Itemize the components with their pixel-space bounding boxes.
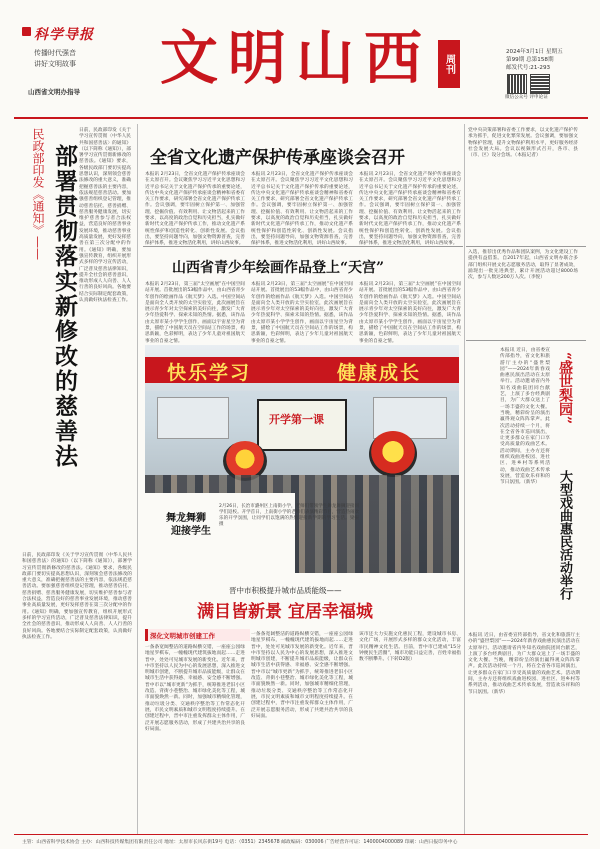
photo-screen-title: 开学第一课	[269, 413, 324, 426]
photo-classroom-screen	[257, 399, 347, 451]
footer-text: 主管：山西省科学技术协会 主办：山西科技传媒集团有限责任公司 地址：太原市长风东街19号 电话：（0351）2345678 邮政编码：030006 广告经营许可证：1400004000089 印刷：山西日报印务中心	[22, 840, 458, 845]
right-headline-box	[555, 470, 575, 630]
sidebar-headline: 部署贯彻落实新修改的慈善法	[51, 144, 78, 469]
seal-logo	[22, 27, 31, 36]
article-3-col-3: 该市还大力实施文化惠民工程，建设城市书房、文化广场，开展形式多样的群众文化活动，丰富市民精神文化生活。目前，晋中市已建成“15分钟便民生活圈”，城市功能日益完善，百姓幸福指数不断攀升。（下转D2版）	[359, 632, 461, 663]
right-column-mid-text: 入选，推荐出优秀作品和团队案例，为文化建设工作提供有益借鉴。自2017年起，山西省文明办联合多部门组织开展文化志愿服务活动，取得了显著成效，涌现出一批先进典型，累计开展活动超过8000场次，参与人数达200万人次。（李悦）	[468, 250, 578, 281]
article-2-headline: 山西省青少年绘画作品登上“天宫”	[172, 260, 385, 276]
footer-rule	[14, 834, 588, 835]
newspaper-logo-title: 科学导报	[34, 27, 94, 43]
right-divider	[464, 124, 465, 834]
article-1-col-3: 本报讯 2月23日，全省文化遗产保护传承座谈会在太原召开。会议聚焦学习习近平文化思想和习近平总书记关于文化遗产保护传承的重要论述，传达中央文化遗产保护传承座谈会精神和省委有关工作要求，研究部署全省文化遗产保护传承工作。会议强调，要牢固树立保护第一、加强管理、挖掘价值、有效利用、让文物活起来的工作要求，以高度的政治自觉和历史担当，扎实做好新时代文化遗产保护传承工作，推动文化遗产系统性保护和创造性转化、创新性发展。会议指出，要坚持问题导向，加强文物资源普查，完善保护体系，推进文物活化利用，讲好山西故事。	[359, 172, 461, 247]
sidebar-headline-box	[48, 144, 78, 534]
postal-code: 邮发代号:21-293	[506, 65, 551, 71]
right-column-top-text: 党中央决策部署和省委工作要求，以文化遗产保护传承为抓手，促进文化繁荣发展。会议强调，要加强文物保护管理，提升文物保护利用水平，更好服务经济社会发展大局。会议以视频形式召开，各市、县（市、区）设分会场。（本报记者）	[468, 128, 578, 159]
photo-window-left	[157, 397, 229, 439]
right-column-body-lower: 本报讯 近日，由省委宣传部指导，省文化和旅游厅主办的“盛世梨园”——2024年新春戏曲惠民演出活动在太原举行。活动邀请省内外知名戏曲院团同台献艺，上演了多台经典剧目，为广大群众送上了一场丰盛的文化大餐。当晚，精彩纷呈的演出赢得观众阵阵掌声。此次活动持续一个月，将在全省各市巡回演出，让更多群众在家门口享受高质量的戏曲艺术。活动期间，主办方还将组织戏曲进校园、进社区、进乡村等系列活动，推动戏曲艺术传承发展，营造欢乐祥和的节日氛围。（新华）	[468, 633, 580, 695]
qr-code-left	[507, 74, 527, 94]
photo-banner-right-text: 健康成长	[337, 362, 422, 384]
photo-caption: 2月26日，长治市潞州区上南街小学，老师们带领学生舞龙舞狮迎接同学们返校。开学首日，上南街小学的老师们表演精彩节目，营造热闹欢乐的开学氛围，让同学们以饱满的热情迎接新学期的学习生活。梁振 摄	[219, 504, 359, 527]
slogan-line-2: 讲好文明故事	[34, 60, 76, 68]
photo-banner-left-text: 快乐学习	[167, 362, 252, 384]
slogan-line-1: 传播时代强音	[34, 49, 76, 57]
article-2-rule	[466, 340, 586, 341]
article-1-col-2: 本报讯 2月23日，全省文化遗产保护传承座谈会在太原召开。会议聚焦学习习近平文化思想和习近平总书记关于文化遗产保护传承的重要论述，传达中央文化遗产保护传承座谈会精神和省委有关工作要求，研究部署全省文化遗产保护传承工作。会议强调，要牢固树立保护第一、加强管理、挖掘价值、有效利用、让文物活起来的工作要求，以高度的政治自觉和历史担当，扎实做好新时代文化遗产保护传承工作，推动文化遗产系统性保护和创造性转化、创新性发展。会议指出，要坚持问题导向，加强文物资源普查，完善保护体系，推进文物活化利用，讲好山西故事。	[251, 172, 353, 247]
article-1-headline: 全省文化遗产保护传承座谈会召开	[150, 148, 405, 168]
right-section-label: “盛世梨园”	[557, 352, 573, 425]
article-2-col-2: 本报讯 2月23日，第三届“太空画展”在中国空间站开展。首批展出的53幅作品中，由山西省青少年创作的绘画作品《航天梦》入选。中国空间站是面向全人类开放的太空实验室，此次画展旨在展示青少年对太空探索的美好向往，激发广大青少年热爱科学、探索未知的热情。据悉，该作品由太原市某小学学生创作，画面以宇宙星空为背景，描绘了中国航天员在空间站工作的场景，构思新颖，色彩鲜明，表达了少年儿童对祖国航天事业的自豪之情。	[251, 282, 353, 344]
sidebar-divider	[137, 124, 138, 834]
right-headline: 大型戏曲惠民活动举行	[557, 470, 572, 600]
right-column-rule	[466, 246, 586, 247]
article-2-col-1: 本报讯 2月23日，第三届“太空画展”在中国空间站开展。首批展出的53幅作品中，由山西省青少年创作的绘画作品《航天梦》入选。中国空间站是面向全人类开放的太空实验室，此次画展旨在展示青少年对太空探索的美好向往，激发广大青少年热爱科学、探索未知的热情。据悉，该作品由太原市某小学学生创作，画面以宇宙星空为背景，描绘了中国航天员在空间站工作的场景，构思新颖，色彩鲜明，表达了少年儿童对祖国航天事业的自豪之情。	[145, 282, 245, 344]
article-1-rule	[143, 246, 463, 247]
sidebar-body-upper: 日前，民政部印发《关于学习宣传贯彻〈中华人民共和国慈善法〉的通知》（以下简称《通知》），部署学习宣传贯彻新修改的慈善法。《通知》要求，各级民政部门要切实提高思想认识，深刻领会慈善法修改的重大意义，准确把握慈善法的主要内容，依法规范慈善活动。要加强慈善组织登记管理，推动慈善信托、慈善捐赠、慈善服务健康发展，切实维护慈善参与者合法权益，营造良好的慈善事业发展环境，推动慈善事业高质量发展，更好发挥慈善在第三次分配中的作用。《通知》明确，要加强宣传教育，组织开展形式多样的学习宣传活动，广泛普及慈善法律知识，提升全社会的慈善意识，推动形成人人向善、人人行善的良好风尚。各地要结合实际制定配套政策，认真做好执法检查工作。	[79, 128, 131, 304]
article-2-col-3: 本报讯 2月23日，第三届“太空画展”在中国空间站开展。首批展出的53幅作品中，由山西省青少年创作的绘画作品《航天梦》入选。中国空间站是面向全人类开放的太空实验室，此次画展旨在展示青少年对太空探索的美好向往，激发广大青少年热爱科学、探索未知的热情。据悉，该作品由太原市某小学学生创作，画面以宇宙星空为背景，描绘了中国航天员在空间站工作的场景，构思新颖，色彩鲜明，表达了少年儿童对祖国航天事业的自豪之情。	[359, 282, 461, 344]
qr-caption: 微信公众号 评申论证	[505, 95, 548, 100]
sidebar-section-label: 民政部印发《通知》——	[31, 128, 45, 260]
article-3-subheading: 深化文明城市创建工作	[150, 632, 215, 640]
sidebar-section-label-box	[30, 128, 48, 306]
article-3-kicker: 晋中市积极提升城市品质能级——	[229, 586, 342, 595]
masthead-title: 文明山西	[160, 24, 433, 92]
photo-lion-right	[369, 431, 417, 477]
sidebar-body-lower: 日前，民政部印发《关于学习宣传贯彻〈中华人民共和国慈善法〉的通知》（以下简称《通知》），部署学习宣传贯彻新修改的慈善法。《通知》要求，各级民政部门要切实提高思想认识，深刻领会慈善法修改的重大意义，准确把握慈善法的主要内容，依法规范慈善活动。要加强慈善组织登记管理，推动慈善信托、慈善捐赠、慈善服务健康发展，切实维护慈善参与者合法权益，营造良好的慈善事业发展环境，推动慈善事业高质量发展，更好发挥慈善在第三次分配中的作用。《通知》明确，要加强宣传教育，组织开展形式多样的学习宣传活动，广泛普及慈善法律知识，提升全社会的慈善意识，推动形成人人向善、人人行善的良好风尚。各地要结合实际制定配套政策，认真做好执法检查工作。	[22, 553, 132, 640]
masthead-rule	[14, 117, 588, 119]
photo-label-line-2: 迎接学生	[171, 526, 211, 537]
masthead	[0, 0, 600, 118]
sponsor-note: 山西省文明办指导	[28, 88, 80, 96]
article-3-col-1: 一条条宽阔整洁的道路纵横交错，一座座公园绿地星罗棋布，一幢幢现代建筑拔地而起……走进晋中，处处可见城市发展的新变化。近年来，晋中市坚持以人民为中心的发展思想，深入推进文明城市创建，不断提升城市品质能级，让群众在城市生活中获得感、幸福感、安全感不断增强。晋中市以“城市更新”为抓手，统筹推进老旧小区改造、背街小巷整治、城市绿化美化等工程，城市面貌焕然一新。同时，加强城市精细化管理，推动垃圾分类、交通秩序整治等工作常态化开展，市民文明素质和城市文明程度持续提升。在创建过程中，晋中市注重发挥群众主体作用，广泛开展志愿服务活动，形成了共建共治共享的良好局面。	[145, 645, 245, 732]
article-3-headline: 满目皆新景 宜居幸福城	[197, 602, 373, 622]
article-1-col-1: 本报讯 2月23日，全省文化遗产保护传承座谈会在太原召开。会议聚焦学习习近平文化思想和习近平总书记关于文化遗产保护传承的重要论述，传达中央文化遗产保护传承座谈会精神和省委有关工作要求，研究部署全省文化遗产保护传承工作。会议强调，要牢固树立保护第一、加强管理、挖掘价值、有效利用、让文物活起来的工作要求，以高度的政治自觉和历史担当，扎实做好新时代文化遗产保护传承工作，推动文化遗产系统性保护和创造性转化、创新性发展。会议指出，要坚持问题导向，加强文物资源普查，完善保护体系，推进文物活化利用，讲好山西故事。	[145, 172, 245, 247]
qr-code-right	[530, 74, 550, 94]
right-section-label-box	[555, 352, 575, 484]
issue-number: 第99期 总第158期	[506, 57, 554, 63]
right-column-body-upper: 本报讯 近日，由省委宣传部指导，省文化和旅游厅主办的“盛世梨园”——2024年新春戏曲惠民演出活动在太原举行。活动邀请省内外知名戏曲院团同台献艺，上演了多台经典剧目，为广大群众送上了一场丰盛的文化大餐。当晚，精彩纷呈的演出赢得观众阵阵掌声。此次活动持续一个月，将在全省各市巡回演出，让更多群众在家门口享受高质量的戏曲艺术。活动期间，主办方还将组织戏曲进校园、进社区、进乡村等系列活动，推动戏曲艺术传承发展，营造欢乐祥和的节日氛围。（新华）	[500, 348, 550, 486]
issue-date: 2024年3月1日 星期五	[506, 49, 563, 55]
weekly-badge-text: 周刊	[443, 54, 455, 74]
photo-label-line-1: 舞龙舞狮	[166, 513, 206, 524]
weekly-badge	[438, 40, 460, 88]
article-3-col-2: 一条条宽阔整洁的道路纵横交错，一座座公园绿地星罗棋布，一幢幢现代建筑拔地而起……走进晋中，处处可见城市发展的新变化。近年来，晋中市坚持以人民为中心的发展思想，深入推进文明城市创建，不断提升城市品质能级，让群众在城市生活中获得感、幸福感、安全感不断增强。晋中市以“城市更新”为抓手，统筹推进老旧小区改造、背街小巷整治、城市绿化美化等工程，城市面貌焕然一新。同时，加强城市精细化管理，推动垃圾分类、交通秩序整治等工作常态化开展，市民文明素质和城市文明程度持续提升。在创建过程中，晋中市注重发挥群众主体作用，广泛开展志愿服务活动，形成了共建共治共享的良好局面。	[251, 632, 353, 719]
